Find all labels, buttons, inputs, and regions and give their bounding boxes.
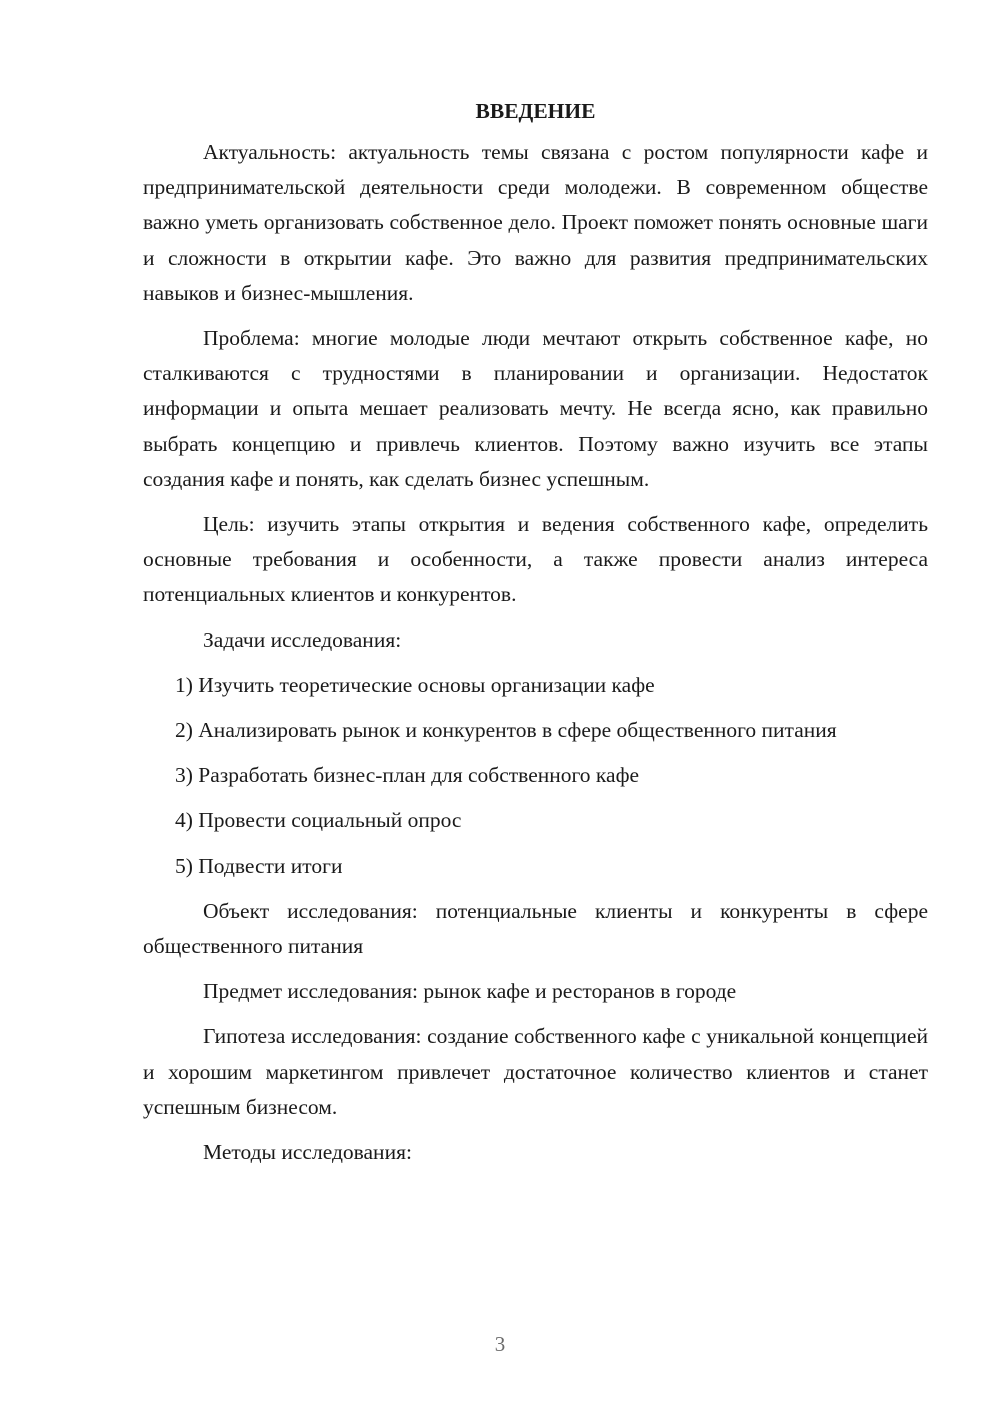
methods-heading: Методы исследования: <box>203 1140 412 1165</box>
hypothesis-paragraph: Гипотеза исследования: создание собственного кафе с уникальной концепцией и хорошим маркетингом привлечет достаточное количество клиентов и станет успешным бизнесом. <box>143 1024 928 1119</box>
problem-paragraph: Проблема: многие молодые люди мечтают открыть собственное кафе, но сталкиваются с трудностями в планировании и организации. Недостаток информации и опыта мешает реализовать мечту. Не всегда ясно, как правильно выбрать концепцию и привлечь клиентов. Поэтому важно изучить все этапы создания кафе и понять, как сделать бизнес успешным. <box>143 326 928 491</box>
task-item-1: 1) Изучить теоретические основы организации кафе <box>175 672 655 697</box>
task-item-4: 4) Провести социальный опрос <box>175 808 462 833</box>
page-content <box>143 96 928 1180</box>
relevance-paragraph: Актуальность: актуальность темы связана с ростом популярности кафе и предпринимательской деятельности среди молодежи. В современном обществе важно уметь организовать собственное дело. Проект поможет понять основные шаги и сложности в открытии кафе. Это важно для развития предпринимательских навыков и бизнес-мышления. <box>143 140 928 305</box>
task-item-2: 2) Анализировать рынок и конкурентов в сфере общественного питания <box>175 718 837 743</box>
research-object-paragraph: Объект исследования: потенциальные клиенты и конкуренты в сфере общественного питания <box>143 898 928 959</box>
tasks-heading: Задачи исследования: <box>203 627 402 652</box>
page-number: 3 <box>494 1332 506 1356</box>
task-item-3: 3) Разработать бизнес-план для собственного кафе <box>175 763 640 788</box>
research-subject-paragraph: Предмет исследования: рынок кафе и ресторанов в городе <box>203 979 737 1004</box>
goal-paragraph: Цель: изучить этапы открытия и ведения собственного кафе, определить основные требования и особенности, а также провести анализ интереса потенциальных клиентов и конкурентов. <box>143 512 928 607</box>
task-item-5: 5) Подвести итоги <box>175 853 343 878</box>
section-title: ВВЕДЕНИЕ <box>475 99 596 123</box>
